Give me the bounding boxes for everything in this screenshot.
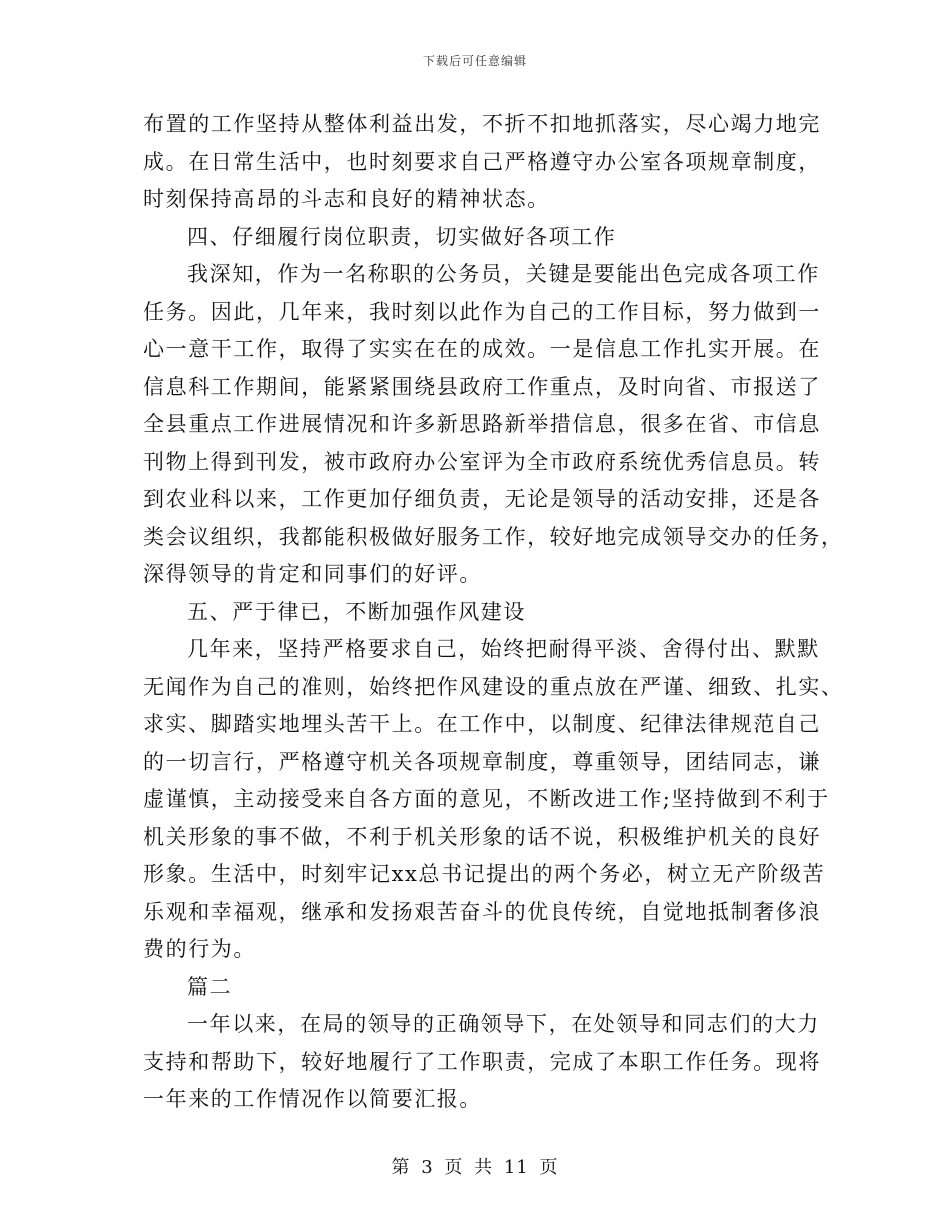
body-line: 刊物上得到刊发，被市政府办公室评为全市政府系统优秀信息员。转 [143, 449, 821, 474]
body-line: 任务。因此，几年来，我时刻以此作为自己的工作目标，努力做到一 [143, 299, 821, 324]
body-line: 心一意干工作，取得了实实在在的成效。一是信息工作扎实开展。在 [143, 337, 821, 361]
section-heading-5: 五、严于律已，不断加强作风建设 [187, 599, 526, 624]
body-line: 信息科工作期间，能紧紧围绕县政府工作重点，及时向省、市报送了 [143, 374, 821, 399]
body-line: 到农业科以来，工作更加仔细负责，无论是领导的活动安排，还是各 [143, 487, 821, 511]
page-footer: 第 3 页 共 11 页 [391, 1157, 559, 1178]
body-line: 无闻作为自己的准则，始终把作风建设的重点放在严谨、细致、扎实、 [143, 674, 844, 699]
body-line: 虚谨慎，主动接受来自各方面的意见，不断改进工作;坚持做到不利于 [143, 787, 830, 811]
document-body [143, 106, 844, 1119]
body-line: 全县重点工作进展情况和许多新思路新举措信息，很多在省、市信息 [143, 412, 821, 436]
body-line: 支持和帮助下，较好地履行了工作职责，完成了本职工作任务。现将 [143, 1049, 821, 1074]
body-line: 费的行为。 [143, 937, 256, 961]
section-heading-part2: 篇二 [187, 974, 233, 999]
body-line: 机关形象的事不做，不利于机关形象的话不说，积极维护机关的良好 [143, 824, 821, 849]
body-line: 求实、脚踏实地埋头苦干上。在工作中，以制度、纪律法律规范自己 [143, 712, 821, 736]
paragraph-first-line: 一年以来，在局的领导的正确领导下，在处领导和同志们的大力 [187, 1012, 820, 1036]
paragraph-first-line: 我深知，作为一名称职的公务员，关键是要能出色完成各项工作 [187, 262, 820, 286]
page-header: 下载后可任意编辑 [422, 54, 527, 68]
body-line: 成。在日常生活中，也时刻要求自己严格遵守办公室各项规章制度， [143, 149, 821, 174]
body-line: 形象。生活中，时刻牢记xx总书记提出的两个务必，树立无产阶级苦 [143, 862, 826, 886]
body-line: 时刻保持高昂的斗志和良好的精神状态。 [143, 187, 550, 211]
body-line: 类会议组织，我都能积极做好服务工作，较好地完成领导交办的任务， [143, 524, 844, 549]
body-line: 深得领导的肯定和同事们的好评。 [143, 562, 482, 586]
body-line: 的一切言行，严格遵守机关各项规章制度，尊重领导，团结同志，谦 [143, 749, 821, 774]
paragraph-first-line: 几年来，坚持严格要求自己，始终把耐得平淡、舍得付出、默默 [187, 637, 820, 661]
body-line: 乐观和幸福观，继承和发扬艰苦奋斗的优良传统，自觉地抵制奢侈浪 [143, 899, 821, 924]
body-line: 一年来的工作情况作以简要汇报。 [143, 1087, 482, 1111]
section-heading-4: 四、仔细履行岗位职责，切实做好各项工作 [187, 224, 617, 249]
body-line: 布置的工作坚持从整体利益出发，不折不扣地抓落实，尽心竭力地完 [143, 112, 821, 136]
